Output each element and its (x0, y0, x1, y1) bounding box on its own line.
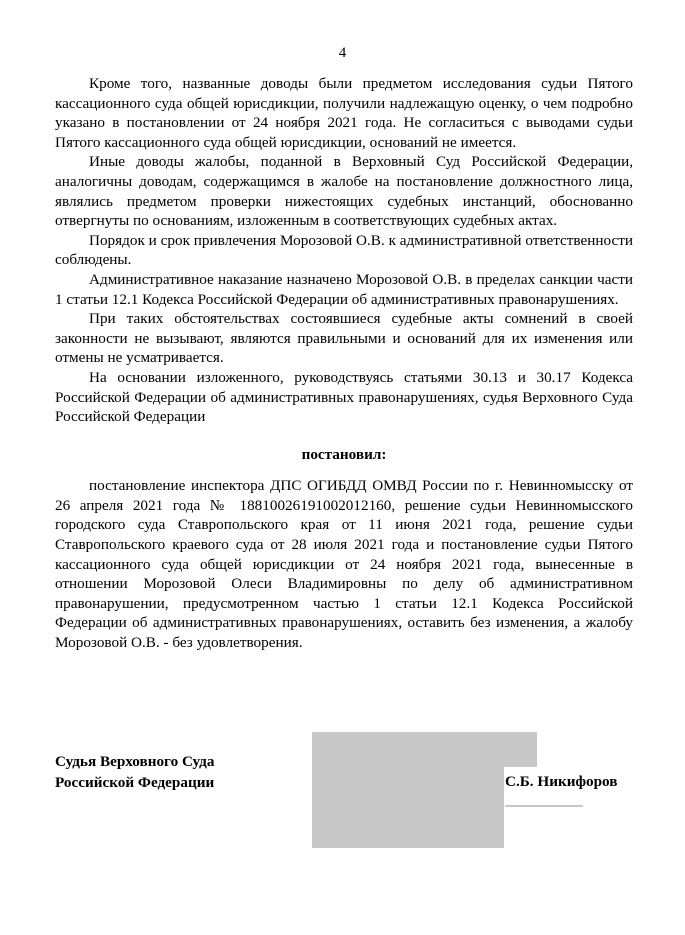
paragraph: На основании изложенного, руководствуясь статьями 30.13 и 30.17 Кодекса Российской Федерации об административных правонарушениях, судья Верховного Суда Российской Федерации (55, 368, 633, 426)
document-body (55, 74, 633, 653)
decision-paragraph: постановление инспектора ДПС ОГИБДД ОМВД России по г. Невинномысску от 26 апреля 2021 года № 18810026191002012160, решение судьи Невинномысского городского суда Ставропольского края от 11 июня 2021 года, решение судьи Ставропольского краевого суда от 28 июля 2021 года и постановление судьи Пятого кассационного суда общей юрисдикции от 24 ноября 2021 года, вынесенные в отношении Морозовой Олеси Владимировны по делу об административном правонарушении, предусмотренном частью 1 статьи 12.1 Кодекса Российской Федерации об административных правонарушениях, оставить без изменения, а жалобу Морозовой О.В. - без удовлетворения. (55, 477, 633, 652)
signature-title-line: Судья Верховного Суда (55, 753, 215, 770)
paragraph: Кроме того, названные доводы были предметом исследования судьи Пятого кассационного суда общей юрисдикции, получили надлежащую оценку, о чем подробно указано в постановлении от 24 ноября 2021 года. Не согласиться с выводами судьи Пятого кассационного суда общей юрисдикции, оснований не имеется. (55, 75, 633, 151)
signature-title-line: Российской Федерации (55, 774, 215, 791)
paragraph: Иные доводы жалобы, поданной в Верховный Суд Российской Федерации, аналогичны доводам, содержащимся в жалобе на постановление должностного лица, являлись предметом проверки нижестоящих судебных инстанций, обоснованно отвергнуты по основаниям, изложенным в соответствующих судебных актах. (55, 153, 633, 230)
redacted-signature (312, 732, 537, 767)
signer-name: С.Б. Никифоров (505, 773, 618, 790)
page-number: 4 (338, 45, 347, 61)
paragraph: Административное наказание назначено Морозовой О.В. в пределах санкции части 1 статьи 12.1 Кодекса Российской Федерации об административных правонарушениях. (55, 270, 633, 308)
paragraph: При таких обстоятельствах состоявшиеся судебные акты сомнений в своей законности не вызывают, являются правильными и оснований для их изменения или отмены не усматривается. (55, 310, 633, 367)
signature-line (505, 805, 583, 807)
signature-title (55, 751, 214, 793)
paragraph: Порядок и срок привлечения Морозовой О.В. к административной ответственности соблюдены. (55, 231, 633, 269)
decision-heading: постановил: (301, 445, 387, 463)
redacted-signature (312, 764, 504, 848)
